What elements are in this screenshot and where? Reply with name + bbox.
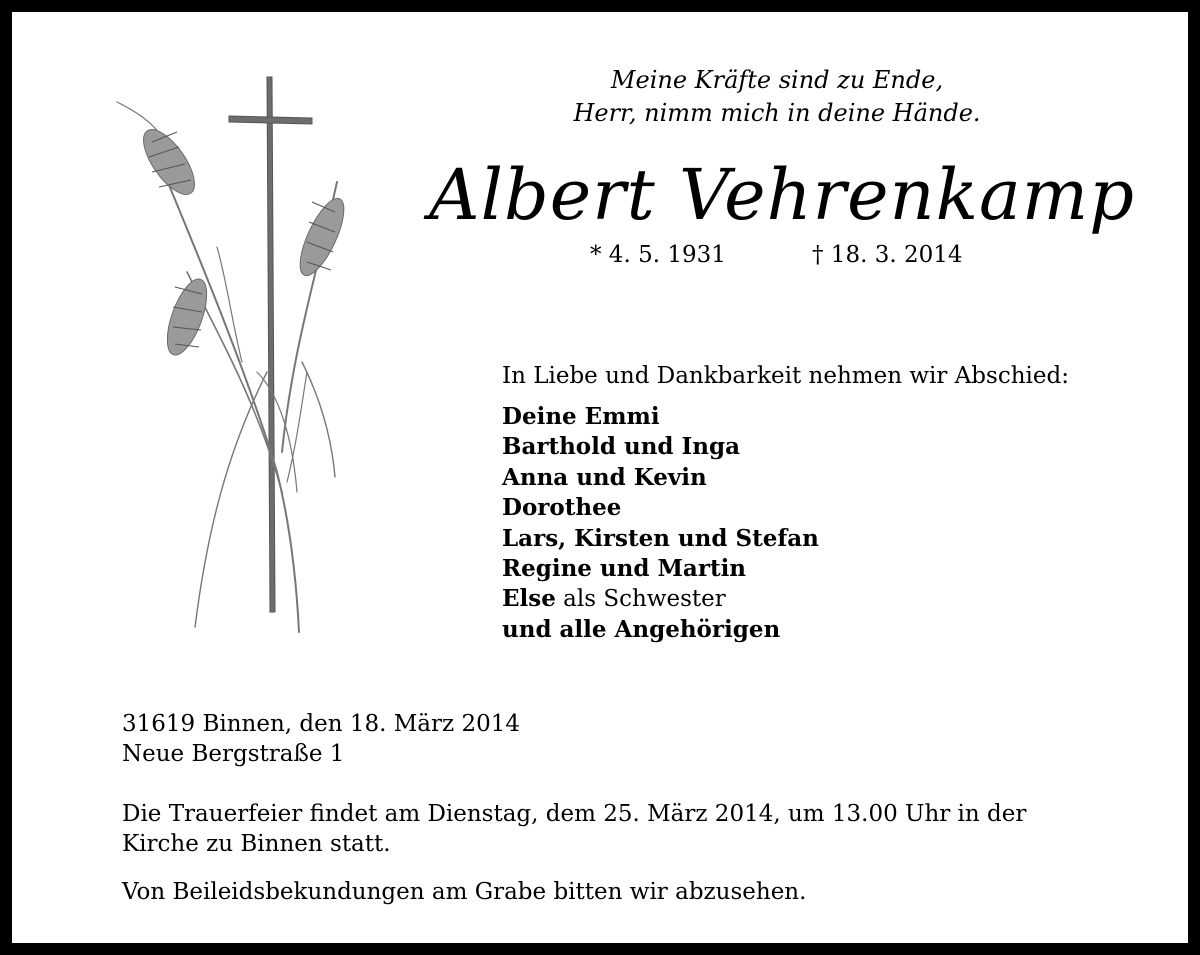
farewell-intro: In Liebe und Dankbarkeit nehmen wir Abschied: bbox=[502, 363, 1069, 389]
mourners-list bbox=[502, 402, 819, 645]
mourner-item bbox=[502, 584, 819, 614]
mourner-item bbox=[502, 524, 819, 554]
mourner-name: Else bbox=[502, 585, 556, 613]
place-and-address bbox=[122, 709, 520, 769]
mourner-item bbox=[502, 463, 819, 493]
funeral-service-line-1: Die Trauerfeier findet am Dienstag, dem 25. März 2014, um 13.00 Uhr in der bbox=[122, 801, 1027, 827]
place-date: 31619 Binnen, den 18. März 2014 bbox=[122, 711, 520, 737]
deceased-name: Albert Vehrenkamp bbox=[429, 154, 1135, 236]
funeral-service-line-2: Kirche zu Binnen statt. bbox=[122, 831, 391, 857]
funeral-service-info bbox=[122, 799, 1026, 859]
condolence-note: Von Beileidsbekundungen am Grabe bitten wir abzusehen. bbox=[122, 879, 807, 905]
mourner-name: Barthold und Inga bbox=[502, 433, 740, 461]
mourner-name: und alle Angehörigen bbox=[502, 615, 781, 643]
memorial-verse-line-1: Meine Kräfte sind zu Ende, bbox=[610, 66, 944, 94]
street-address: Neue Bergstraße 1 bbox=[122, 741, 345, 767]
mourner-name: Lars, Kirsten und Stefan bbox=[502, 524, 819, 552]
mourner-name: Dorothee bbox=[502, 494, 622, 522]
memorial-verse bbox=[452, 64, 1102, 130]
mourner-name: Regine und Martin bbox=[502, 555, 747, 583]
mourner-item bbox=[502, 554, 819, 584]
death-date: † 18. 3. 2014 bbox=[812, 242, 963, 268]
cross-with-wheat-icon bbox=[107, 72, 357, 642]
mourner-relation: als Schwester bbox=[555, 586, 726, 613]
mourner-item bbox=[502, 615, 819, 645]
birth-date: * 4. 5. 1931 bbox=[590, 242, 726, 268]
mourner-name: Anna und Kevin bbox=[502, 463, 707, 491]
mourner-item bbox=[502, 432, 819, 462]
mourner-item bbox=[502, 493, 819, 523]
mourner-item bbox=[502, 402, 819, 432]
memorial-verse-line-2: Herr, nimm mich in deine Hände. bbox=[573, 99, 981, 127]
mourner-name: Deine Emmi bbox=[502, 403, 660, 430]
